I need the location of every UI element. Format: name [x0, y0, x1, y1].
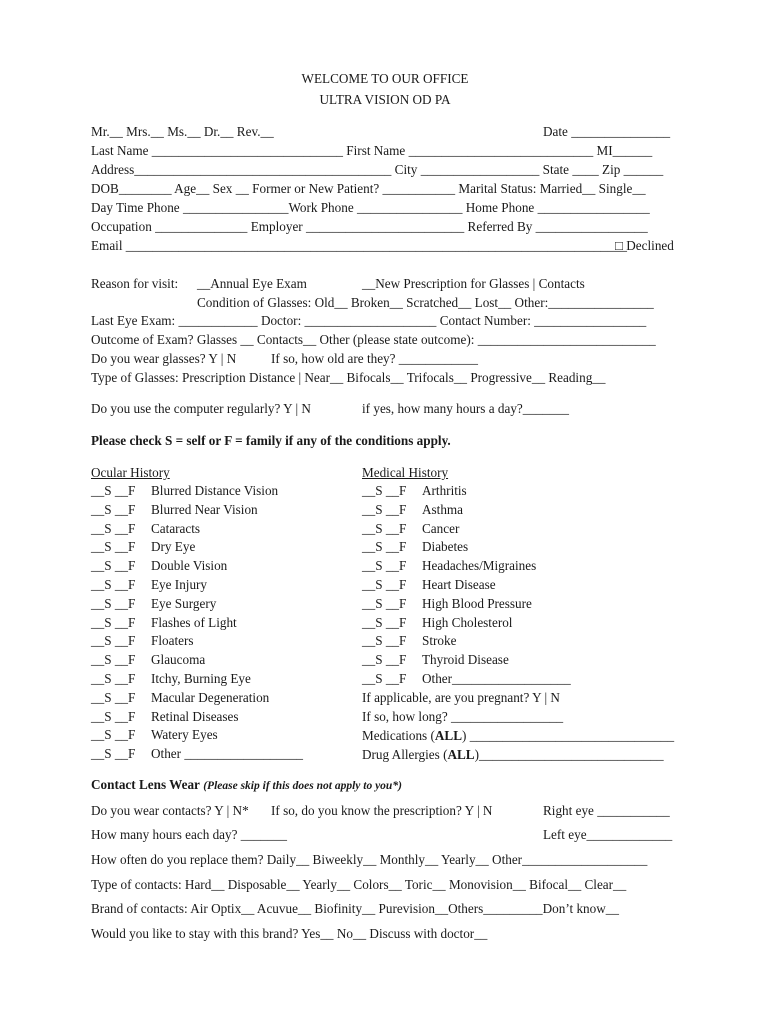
condition-row — [362, 595, 532, 612]
drug-allergies-line — [362, 747, 664, 763]
condition-row — [362, 652, 509, 668]
wear-contacts-question: Do you wear contacts? Y | N* — [91, 803, 249, 818]
condition-label: Eye Injury — [151, 577, 208, 592]
condition-label: Asthma — [422, 501, 464, 517]
contact-lens-note: (Please skip if this does not apply to you*) — [203, 780, 402, 792]
condition-row — [362, 614, 513, 631]
self-family-check: __S __F — [362, 614, 407, 630]
condition-row — [362, 633, 457, 649]
office-name: ULTRA VISION OD PA — [319, 92, 451, 107]
right-eye-field: Right eye ___________ — [543, 803, 670, 818]
condition-label: Itchy, Burning Eye — [151, 671, 251, 686]
condition-label: Headaches/Migraines — [422, 558, 537, 574]
ocular-history-heading: Ocular History — [91, 465, 170, 480]
condition-label: Floaters — [151, 633, 194, 649]
condition-row — [362, 539, 469, 555]
medical-history-heading: Medical History — [362, 465, 449, 480]
self-family-check: __S __F — [91, 708, 136, 724]
self-family-check: __S __F — [91, 539, 136, 555]
self-family-check: __S __F — [91, 520, 136, 536]
medications-blank: ) _______________________________ — [462, 728, 675, 743]
self-family-check: __S __F — [91, 483, 136, 498]
condition-label: Double Vision — [151, 558, 228, 574]
condition-label: Blurred Near Vision — [151, 501, 258, 517]
allergies-label: Drug Allergies ( — [362, 747, 448, 762]
condition-label: Eye Surgery — [151, 595, 217, 611]
new-prescription-option: __New Prescription for Glasses | Contacts — [362, 276, 585, 291]
self-family-check: __S __F — [91, 614, 136, 630]
condition-row — [362, 483, 467, 499]
condition-row — [91, 689, 270, 706]
condition-row — [362, 501, 464, 518]
wear-glasses-question: Do you wear glasses? Y | N — [91, 351, 237, 366]
left-eye-field: Left eye_____________ — [543, 827, 673, 842]
contact-lens-title: Contact Lens Wear — [91, 777, 200, 792]
name-line: Last Name _____________________________ First Name ____________________________ MI______ — [91, 143, 653, 158]
condition-row — [91, 746, 304, 762]
condition-label: Watery Eyes — [151, 727, 218, 743]
computer-hours-question: if yes, how many hours a day?_______ — [362, 401, 569, 416]
self-family-check: __S __F — [91, 746, 136, 762]
condition-row — [91, 483, 279, 499]
condition-row — [91, 727, 218, 743]
self-family-check: __S __F — [362, 520, 407, 536]
self-family-check: __S __F — [362, 558, 407, 574]
condition-row — [91, 577, 208, 593]
self-family-check: __S __F — [362, 483, 407, 498]
last-exam-line: Last Eye Exam: ____________ Doctor: ____________________ Contact Number: _________________ — [91, 313, 647, 328]
glasses-type-line: Type of Glasses: Prescription Distance | Near__ Bifocals__ Trifocals__ Progressive__ Reading__ — [91, 370, 606, 385]
condition-label: Flashes of Light — [151, 614, 237, 630]
pregnancy-duration: If so, how long? _________________ — [362, 709, 564, 724]
condition-label: Cancer — [422, 520, 460, 536]
condition-row — [91, 671, 251, 687]
condition-label: Other__________________ — [422, 671, 571, 686]
email-line: Email ____________________________________________________________________________ — [91, 238, 627, 253]
self-family-check: __S __F — [362, 595, 407, 611]
condition-label: Blurred Distance Vision — [151, 483, 279, 498]
self-family-check: __S __F — [362, 501, 407, 517]
self-family-check: __S __F — [91, 652, 136, 668]
form-title: WELCOME TO OUR OFFICE — [301, 71, 469, 86]
self-family-check: __S __F — [91, 689, 136, 705]
pregnancy-question: If applicable, are you pregnant? Y | N — [362, 690, 560, 705]
condition-label: Cataracts — [151, 520, 201, 536]
condition-label: Glaucoma — [151, 652, 206, 668]
title-options: Mr.__ Mrs.__ Ms.__ Dr.__ Rev.__ — [91, 124, 274, 139]
condition-label: High Cholesterol — [422, 614, 513, 630]
condition-row — [91, 501, 258, 518]
condition-row — [362, 558, 537, 574]
condition-label: Macular Degeneration — [151, 689, 270, 705]
glasses-age-question: If so, how old are they? ____________ — [271, 351, 478, 366]
allergies-all: ALL — [447, 747, 475, 762]
occupation-line: Occupation ______________ Employer ________________________ Referred By _________________ — [91, 219, 648, 234]
stay-with-brand-question: Would you like to stay with this brand? Yes__ No__ Discuss with doctor__ — [91, 926, 488, 941]
self-family-check: __S __F — [362, 539, 407, 555]
contact-type-line: Type of contacts: Hard__ Disposable__ Yearly__ Colors__ Toric__ Monovision__ Bifocal__ Clear__ — [91, 877, 627, 892]
condition-label: Thyroid Disease — [422, 652, 509, 668]
condition-label: Diabetes — [422, 539, 469, 555]
condition-row — [91, 633, 194, 649]
dob-line: DOB________ Age__ Sex __ Former or New Patient? ___________ Marital Status: Married__ Single__ — [91, 181, 646, 196]
address-line: Address_______________________________________ City __________________ State ____ Zip ______ — [91, 162, 664, 177]
medications-label: Medications ( — [362, 728, 435, 743]
date-field: Date _______________ — [543, 124, 671, 139]
annual-exam-option: __Annual Eye Exam — [197, 276, 307, 291]
self-family-check: __S __F — [362, 671, 407, 686]
self-family-check: __S __F — [362, 633, 407, 649]
contact-lens-heading — [91, 777, 402, 794]
condition-row — [91, 539, 196, 555]
allergies-blank: )____________________________ — [474, 747, 664, 762]
self-family-check: __S __F — [91, 577, 136, 592]
condition-label: Dry Eye — [151, 539, 196, 555]
condition-label: Retinal Diseases — [151, 708, 239, 724]
hours-per-day-question: How many hours each day? _______ — [91, 827, 287, 842]
condition-row — [362, 520, 460, 537]
self-family-check: __S __F — [91, 501, 136, 517]
condition-label: High Blood Pressure — [422, 595, 532, 611]
medications-line — [362, 728, 674, 744]
contact-brand-line: Brand of contacts: Air Optix__ Acuvue__ Biofinity__ Purevision__Others_________Don’t know__ — [91, 901, 619, 916]
reason-label: Reason for visit: — [91, 276, 179, 291]
computer-use-question: Do you use the computer regularly? Y | N — [91, 401, 311, 416]
condition-row — [91, 520, 201, 537]
condition-row — [91, 595, 217, 612]
medications-all: ALL — [434, 728, 463, 743]
glasses-condition: Condition of Glasses: Old__ Broken__ Scratched__ Lost__ Other:________________ — [197, 295, 654, 310]
condition-row — [91, 558, 228, 574]
self-family-check: __S __F — [91, 727, 136, 743]
condition-label: Other __________________ — [151, 746, 304, 762]
self-family-check: __S __F — [91, 595, 136, 611]
self-family-check: __S __F — [91, 633, 136, 649]
condition-row — [91, 614, 237, 631]
condition-row — [362, 671, 571, 687]
self-family-check: __S __F — [362, 577, 407, 592]
self-family-check: __S __F — [91, 671, 136, 686]
exam-outcome-line: Outcome of Exam? Glasses __ Contacts__ Other (please state outcome): ___________________________ — [91, 332, 656, 347]
self-family-check: __S __F — [362, 652, 407, 668]
condition-row — [91, 708, 239, 725]
condition-label: Heart Disease — [422, 577, 496, 592]
replace-frequency-line: How often do you replace them? Daily__ Biweekly__ Monthly__ Yearly__ Other___________________ — [91, 852, 648, 867]
phone-line: Day Time Phone ________________Work Phone ________________ Home Phone _________________ — [91, 200, 650, 215]
conditions-instruction: Please check S = self or F = family if any of the conditions apply. — [91, 433, 451, 448]
condition-label: Arthritis — [422, 483, 467, 498]
email-declined-checkbox: □ Declined — [615, 238, 674, 253]
know-prescription-question: If so, do you know the prescription? Y | N — [271, 803, 493, 818]
condition-label: Stroke — [422, 633, 457, 649]
self-family-check: __S __F — [91, 558, 136, 574]
condition-row — [91, 652, 206, 668]
condition-row — [362, 577, 496, 593]
